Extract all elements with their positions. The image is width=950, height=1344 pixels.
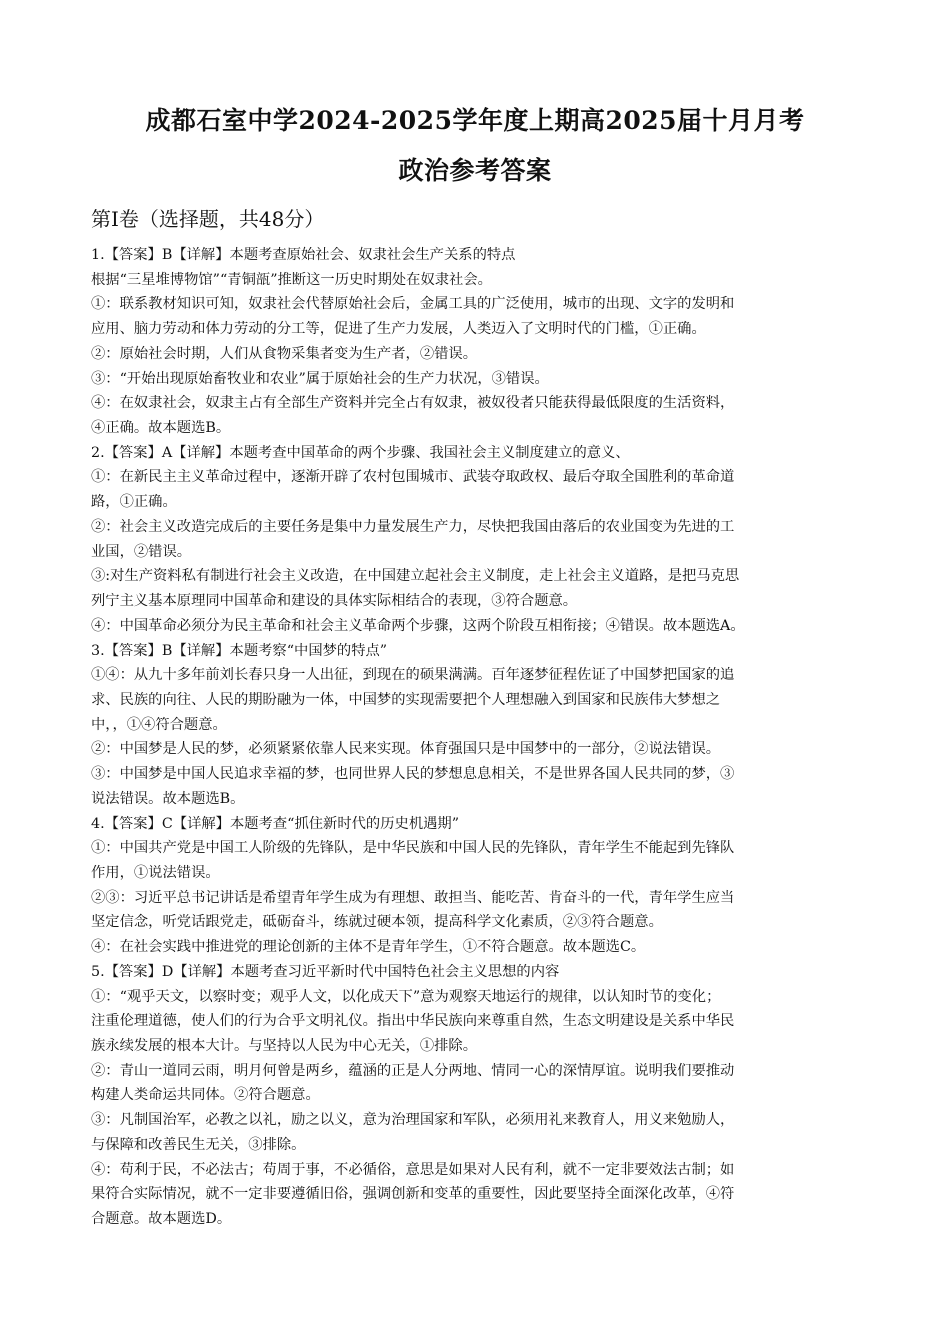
text-line: ②：中国梦是人民的梦，必须紧紧依靠人民来实现。体育强国只是中国梦中的一部分，②说法错误。: [91, 741, 721, 758]
text-line: 路，①正确。: [91, 494, 177, 511]
document-title: 成都石室中学2024-2025学年度上期高2025届十月月考: [145, 106, 805, 135]
text-line: 与保障和改善民生无关，③排除。: [91, 1136, 306, 1153]
text-line: ②③：习近平总书记讲话是希望青年学生成为有理想、敢担当、能吃苦、肯奋斗的一代，青年学生应当: [91, 889, 735, 906]
text-line: 业国，②错误。: [91, 543, 192, 560]
text-line: ①：在新民主主义革命过程中，逐渐开辟了农村包围城市、武装夺取政权、最后夺取全国胜利的革命道: [91, 469, 735, 486]
text-line: ①：中国共产党是中国工人阶级的先锋队，是中华民族和中国人民的先锋队，青年学生不能起到先锋队: [91, 840, 735, 857]
text-line: ③：中国梦是中国人民追求幸福的梦，也同世界人民的梦想息息相关，不是世界各国人民共同的梦，③: [91, 766, 735, 783]
text-line: 构建人类命运共同体。②符合题意。: [91, 1087, 320, 1104]
text-line: 族永续发展的根本大计。与坚持以人民为中心无关，①排除。: [91, 1038, 478, 1054]
text-line: 5.【答案】D【详解】本题考查习近平新时代中国特色社会主义思想的内容: [91, 963, 560, 980]
text-line: 应用、脑力劳动和体力劳动的分工等，促进了生产力发展，人类迈入了文明时代的门槛，①正确。: [91, 321, 706, 338]
text-line: ④：在奴隶社会，奴隶主占有全部生产资料并完全占有奴隶，被奴役者只能获得最低限度的生活资料，: [91, 395, 735, 412]
text-line: ②：原始社会时期，人们从食物采集者变为生产者，②错误。: [91, 345, 478, 362]
text-line: 作用，①说法错误。: [91, 864, 220, 881]
text-line: ①：联系教材知识可知，奴隶社会代替原始社会后，金属工具的广泛使用，城市的出现、文字的发明和: [91, 296, 735, 313]
text-line: 果符合实际情况，就不一定非要遵循旧俗，强调创新和变革的重要性，因此要坚持全面深化改革，④符: [91, 1186, 735, 1203]
text-line: 4.【答案】C【详解】本题考查“抓住新时代的历史机遇期”: [91, 815, 460, 832]
text-line: 根据“三星堆博物馆”“青铜瓿”推断这一历史时期处在奴隶社会。: [91, 271, 492, 288]
text-line: ④：中国革命必须分为民主革命和社会主义革命两个步骤，这两个阶段互相衔接；④错误。故本题选A。: [91, 617, 745, 634]
text-line: ④：苟利于民，不必法古；苟周于事，不必循俗，意思是如果对人民有利，就不一定非要效法古制；如: [91, 1161, 735, 1178]
text-line: 说法错误。故本题选B。: [91, 790, 245, 807]
text-line: 合题意。故本题选D。: [91, 1211, 232, 1228]
text-line: 列宁主义基本原理同中国革命和建设的具体实际相结合的表现，③符合题意。: [91, 593, 578, 610]
section-heading: 第Ⅰ卷（选择题，共48分）: [91, 207, 325, 231]
text-line: ③:对生产资料私有制进行社会主义改造，在中国建立起社会主义制度，走上社会主义道路，是把马克思: [91, 568, 740, 585]
text-line: ①④：从九十多年前刘长春只身一人出征，到现在的硕果满满。百年逐梦征程佐证了中国梦把国家的追: [91, 667, 735, 684]
text-line: ④：在社会实践中推进党的理论创新的主体不是青年学生，①不符合题意。故本题选C。: [91, 939, 646, 956]
text-line: ③：凡制国治军，必教之以礼，励之以义，意为治理国家和军队，必须用礼来教育人，用义来勉励人，: [91, 1112, 735, 1129]
text-line: 1.【答案】B【详解】本题考查原始社会、奴隶社会生产关系的特点: [91, 247, 516, 263]
text-line: 求、民族的向往、人民的期盼融为一体，中国梦的实现需要把个人理想融入到国家和民族伟大梦想之: [91, 691, 721, 708]
text-line: ④正确。故本题选B。: [91, 420, 231, 437]
text-line: ②：社会主义改造完成后的主要任务是集中力量发展生产力，尽快把我国由落后的农业国变为先进的工: [91, 518, 735, 535]
text-line: ①：“观乎天文，以察时变；观乎人文，以化成天下”意为观察天地运行的规律，以认知时节的变化；: [91, 988, 721, 1005]
text-line: 坚定信念，听党话跟党走，砥砺奋斗，练就过硬本领，提高科学文化素质，②③符合题意。: [91, 914, 663, 931]
document-subtitle: 政治参考答案: [398, 156, 552, 185]
answer-body: [91, 243, 861, 1232]
text-line: ③：“开始出现原始畜牧业和农业”属于原始社会的生产力状况，③错误。: [91, 370, 549, 387]
text-line: 注重伦理道德，使人们的行为合乎文明礼仪。指出中华民族向来尊重自然，生态文明建设是关系中华民: [91, 1013, 735, 1030]
text-line: ②：青山一道同云雨，明月何曾是两乡，蕴涵的正是人分两地、情同一心的深情厚谊。说明我们要推动: [91, 1062, 735, 1079]
text-line: 2.【答案】A【详解】本题考查中国革命的两个步骤、我国社会主义制度建立的意义、: [91, 444, 630, 461]
text-line: 中，，①④符合题意。: [91, 716, 227, 733]
text-line: 3.【答案】B【详解】本题考察“中国梦的特点”: [91, 642, 388, 659]
